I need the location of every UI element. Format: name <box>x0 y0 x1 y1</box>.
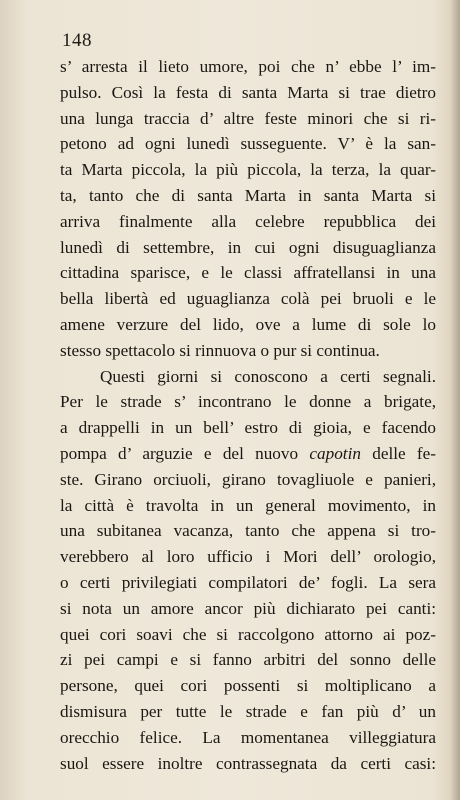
text-line: dismisura per tutte le strade e fan più d’ un <box>60 701 436 721</box>
text-line: arriva finalmente alla celebre repubblica dei <box>60 211 436 231</box>
line-segment: pompa d’ arguzie e del nuovo <box>60 443 310 463</box>
text-line: ste. Girano orciuoli, girano tovagliuole e panieri, <box>60 469 436 489</box>
text-line: petono ad ogni lunedì susseguente. V’ è la san- <box>60 134 436 154</box>
body-text <box>60 54 436 776</box>
paragraph-start-line: Questi giorni si conoscono a certi segnali. <box>100 366 436 386</box>
text-line: una lunga traccia d’ altre feste minori che si ri- <box>60 108 436 128</box>
text-line: pulso. Così la festa di santa Marta si trae dietro <box>60 82 436 102</box>
text-line: la città è travolta in un general movimento, in <box>60 495 436 515</box>
text-line: suol essere inoltre contrassegnata da certi casi: <box>60 753 436 773</box>
text-line: o certi privilegiati compilatori de’ fogli. La sera <box>60 572 436 592</box>
text-line: amene verzure del lido, ove a lume di sole lo <box>60 314 436 334</box>
text-line: una subitanea vacanza, tanto che appena si tro- <box>60 521 436 541</box>
text-line: cittadina sparisce, e le classi affratellansi in una <box>60 263 436 283</box>
text-line: ta, tanto che di santa Marta in santa Marta si <box>60 185 436 205</box>
text-line: quei cori soavi che si raccolgono attorno ai poz- <box>60 624 436 644</box>
italic-word: capotin <box>309 443 361 463</box>
text-line: zi pei campi e si fanno arbitri del sonno delle <box>60 650 436 670</box>
text-line: a drappelli in un bell’ estro di gioia, e facendo <box>60 418 436 438</box>
text-line: Per le strade s’ incontrano le donne a brigate, <box>60 392 436 412</box>
page-number: 148 <box>62 30 92 51</box>
text-line: bella libertà ed uguaglianza colà pei bruoli e le <box>60 289 436 309</box>
text-line: s’ arresta il lieto umore, poi che n’ ebbe l’ im- <box>60 57 436 76</box>
text-line: si nota un amore ancor più dichiarato pei canti: <box>60 598 436 618</box>
line-segment: delle fe- <box>360 443 436 463</box>
text-line: persone, quei cori possenti si moltiplicano a <box>60 676 436 696</box>
page-edge-shadow <box>450 0 460 800</box>
text-line: ta Marta piccola, la più piccola, la terza, la quar- <box>60 160 436 180</box>
text-line-with-italic <box>60 441 436 467</box>
text-line: lunedì di settembre, in cui ogni disuguaglianza <box>60 237 436 257</box>
paragraph-end-line: stesso spettacolo si rinnuova o pur si continua. <box>60 340 380 360</box>
text-line: verebbero al loro ufficio i Mori dell’ orologio, <box>60 547 436 567</box>
text-line: orecchio felice. La momentanea villeggiatura <box>60 727 436 747</box>
